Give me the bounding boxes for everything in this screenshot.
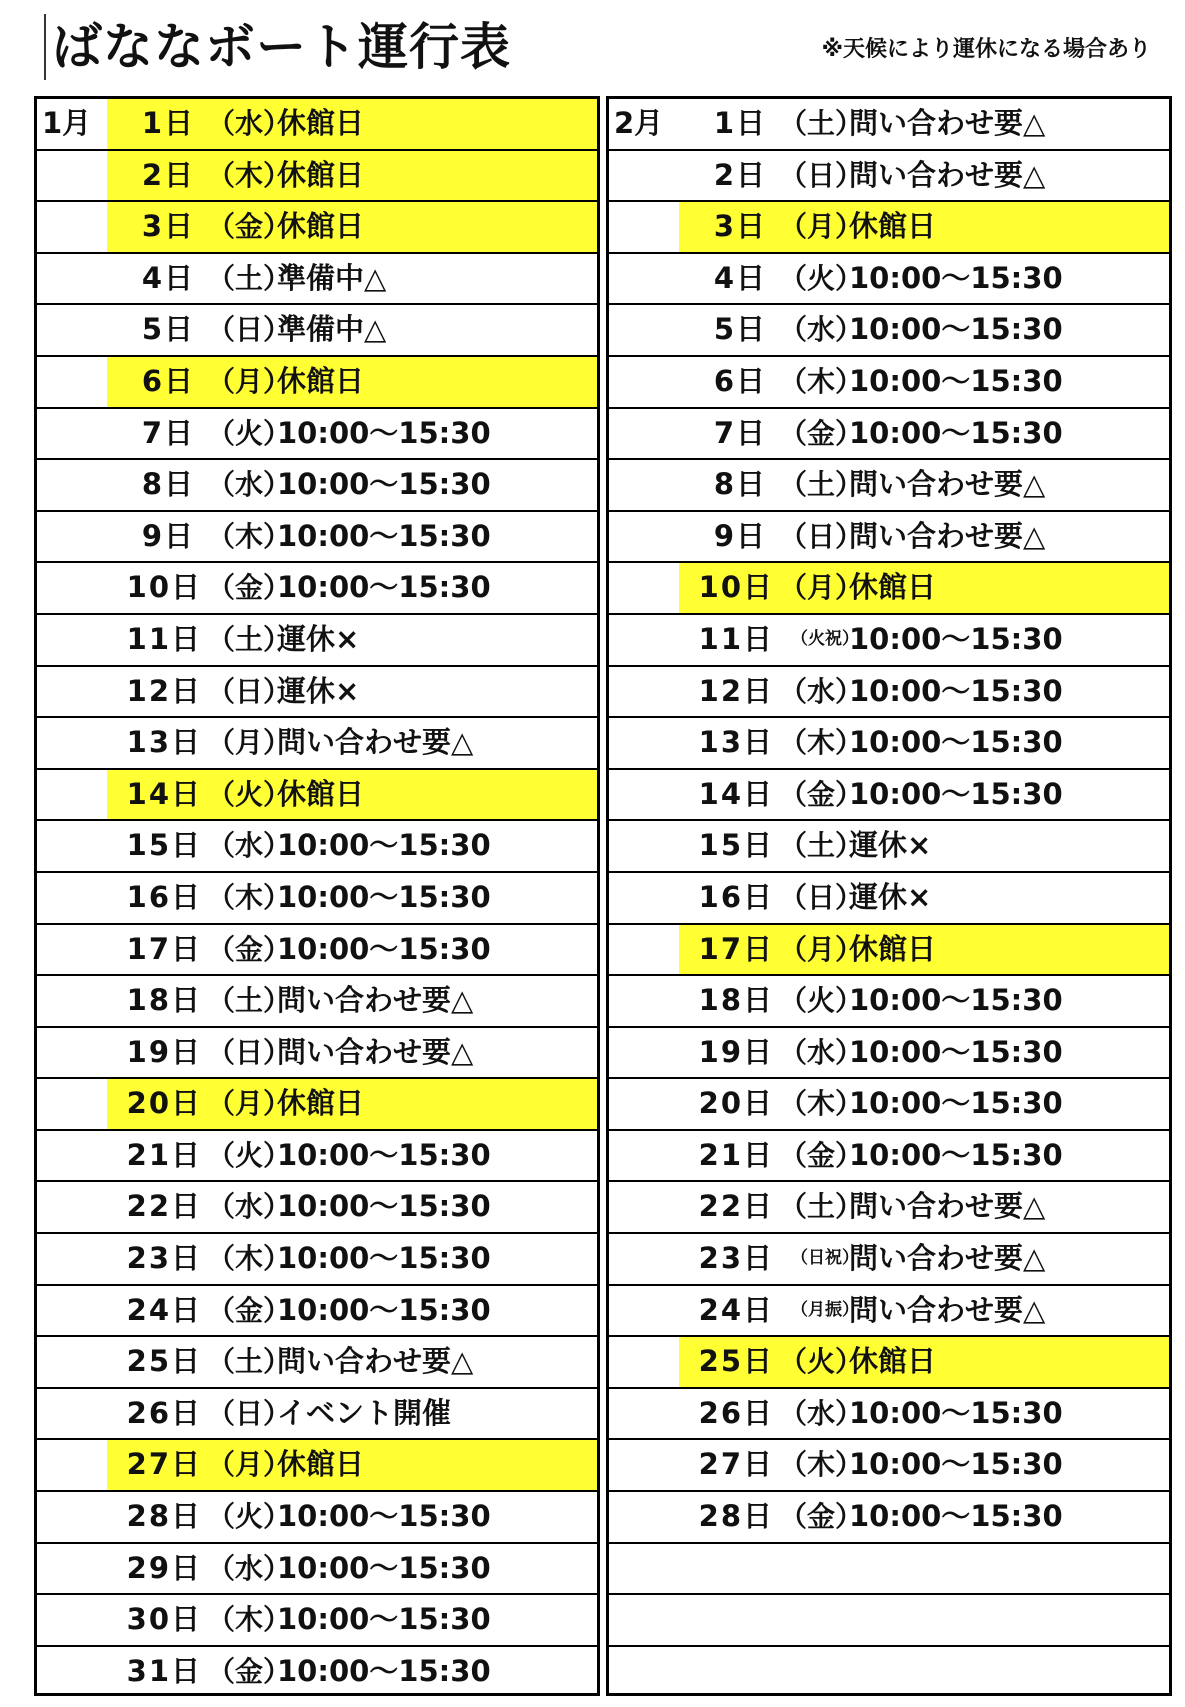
weekday-label: （火） (779, 1345, 864, 1379)
operation-status: 休館日 (849, 209, 937, 244)
weekday-label: （金） (779, 1500, 864, 1534)
weekday-label: （火） (207, 1500, 292, 1534)
day-number: 26日 (698, 1395, 774, 1430)
day-number: 2日 (713, 157, 767, 192)
day-number: 16日 (126, 879, 202, 914)
operation-status: 問い合わせ要△ (277, 1344, 474, 1379)
schedule-row (609, 873, 1169, 925)
day-number: 13日 (698, 725, 774, 760)
operation-status: 休館日 (849, 1344, 937, 1379)
schedule-row (37, 1337, 597, 1389)
day-number: 17日 (698, 931, 774, 966)
operation-status: 10:00～15:30 (277, 828, 491, 863)
weekday-label: （木） (207, 519, 292, 553)
month-column-february (606, 96, 1172, 1696)
day-number: 16日 (698, 879, 774, 914)
day-number: 19日 (698, 1034, 774, 1069)
schedule-row (609, 1028, 1169, 1080)
day-number: 4日 (141, 260, 195, 295)
schedule-row (609, 409, 1169, 461)
operation-status: 10:00～15:30 (849, 983, 1063, 1018)
operation-status: 休館日 (277, 1086, 365, 1121)
operation-status: イベント開催 (277, 1395, 452, 1430)
operation-status: 10:00～15:30 (849, 260, 1063, 295)
day-number: 20日 (698, 1086, 774, 1121)
schedule-row (37, 1389, 597, 1441)
weekday-label: （木） (779, 726, 864, 760)
operation-status: 10:00～15:30 (277, 1241, 491, 1276)
day-number: 14日 (698, 776, 774, 811)
schedule-row (609, 1595, 1169, 1647)
operation-status: 10:00～15:30 (277, 1137, 491, 1172)
day-number: 7日 (713, 415, 767, 450)
schedule-row (609, 667, 1169, 719)
operation-status: 休館日 (849, 570, 937, 605)
weekday-label: （水） (207, 829, 292, 863)
operation-status: 10:00～15:30 (277, 570, 491, 605)
schedule-table (34, 96, 1172, 1696)
day-number: 22日 (698, 1189, 774, 1224)
weekday-label: （金） (207, 1654, 292, 1688)
weekday-label: （金） (207, 210, 292, 244)
schedule-row (609, 718, 1169, 770)
page-title: ばななボート運行表 (44, 14, 511, 80)
day-number: 25日 (126, 1344, 202, 1379)
weekday-label: （金） (207, 932, 292, 966)
day-number: 17日 (126, 931, 202, 966)
schedule-row (37, 409, 597, 461)
weekday-label: （土） (779, 1190, 864, 1224)
operation-status: 問い合わせ要△ (277, 725, 474, 760)
schedule-row (37, 1647, 597, 1699)
schedule-row (609, 770, 1169, 822)
day-number: 3日 (141, 209, 195, 244)
schedule-row (37, 1440, 597, 1492)
schedule-row (37, 1131, 597, 1183)
operation-status: 10:00～15:30 (277, 518, 491, 553)
weekday-label: （金） (207, 1293, 292, 1327)
day-number: 11日 (698, 621, 774, 656)
day-number: 7日 (141, 415, 195, 450)
day-number: 29日 (126, 1550, 202, 1585)
weekday-label: （水） (779, 313, 864, 347)
day-number: 3日 (713, 209, 767, 244)
schedule-row (37, 770, 597, 822)
weekday-label: （水） (779, 1035, 864, 1069)
day-number: 21日 (698, 1137, 774, 1172)
weekday-label: （日） (207, 313, 292, 347)
weekday-label: （金） (779, 777, 864, 811)
weekday-label: （木） (779, 1087, 864, 1121)
schedule-row (37, 1182, 597, 1234)
weekday-label: （月振） (791, 1299, 859, 1320)
day-number: 31日 (126, 1653, 202, 1688)
schedule-row (37, 254, 597, 306)
operation-status: 準備中△ (277, 312, 387, 347)
weekday-label: （木） (207, 158, 292, 192)
operation-status: 問い合わせ要△ (849, 1241, 1046, 1276)
operation-status: 10:00～15:30 (849, 312, 1063, 347)
operation-status: 10:00～15:30 (849, 363, 1063, 398)
operation-status: 運休× (849, 879, 932, 914)
day-number: 10日 (698, 570, 774, 605)
weekday-label: （土） (779, 468, 864, 502)
operation-status: 運休× (277, 673, 360, 708)
schedule-row (609, 821, 1169, 873)
operation-status: 10:00～15:30 (277, 931, 491, 966)
operation-status: 問い合わせ要△ (849, 1189, 1046, 1224)
schedule-row (609, 99, 1169, 151)
schedule-row (37, 1234, 597, 1286)
weekday-label: （木） (207, 1242, 292, 1276)
operation-status: 10:00～15:30 (277, 1550, 491, 1585)
operation-status: 問い合わせ要△ (277, 983, 474, 1018)
month-label: 2月 (614, 106, 664, 140)
schedule-row (37, 202, 597, 254)
day-number: 24日 (698, 1292, 774, 1327)
schedule-row (609, 254, 1169, 306)
operation-status: 問い合わせ要△ (849, 518, 1046, 553)
schedule-row (609, 1131, 1169, 1183)
operation-status: 10:00～15:30 (849, 1086, 1063, 1121)
day-number: 20日 (126, 1086, 202, 1121)
day-number: 11日 (126, 621, 202, 656)
weekday-label: （火祝） (791, 628, 859, 649)
day-number: 9日 (141, 518, 195, 553)
operation-status: 10:00～15:30 (277, 1499, 491, 1534)
weekday-label: （月） (207, 364, 292, 398)
weekday-label: （水） (779, 1396, 864, 1430)
schedule-row (609, 1389, 1169, 1441)
day-number: 9日 (713, 518, 767, 553)
day-number: 28日 (126, 1499, 202, 1534)
day-number: 10日 (126, 570, 202, 605)
operation-status: 10:00～15:30 (849, 1447, 1063, 1482)
day-number: 8日 (141, 467, 195, 502)
day-number: 30日 (126, 1602, 202, 1637)
weekday-label: （日） (779, 158, 864, 192)
weekday-label: （月） (779, 571, 864, 605)
weekday-label: （日） (779, 519, 864, 553)
schedule-row (37, 821, 597, 873)
weekday-label: （金） (779, 416, 864, 450)
schedule-row (609, 305, 1169, 357)
day-number: 26日 (126, 1395, 202, 1430)
day-number: 6日 (713, 363, 767, 398)
operation-status: 問い合わせ要△ (849, 157, 1046, 192)
schedule-row (37, 305, 597, 357)
schedule-row (609, 925, 1169, 977)
schedule-row (37, 925, 597, 977)
weekday-label: （日） (779, 880, 864, 914)
weekday-label: （土） (207, 261, 292, 295)
operation-status: 10:00～15:30 (277, 415, 491, 450)
operation-status: 10:00～15:30 (849, 415, 1063, 450)
operation-status: 10:00～15:30 (849, 621, 1063, 656)
schedule-row (37, 615, 597, 667)
schedule-row (609, 1234, 1169, 1286)
day-number: 23日 (698, 1241, 774, 1276)
day-number: 2日 (141, 157, 195, 192)
schedule-row (609, 1492, 1169, 1544)
schedule-row (37, 873, 597, 925)
day-number: 1日 (713, 106, 767, 140)
weekday-label: （火） (207, 416, 292, 450)
weekday-label: （水） (207, 107, 292, 140)
month-label: 1月 (42, 106, 92, 140)
operation-status: 10:00～15:30 (849, 673, 1063, 708)
schedule-row (37, 718, 597, 770)
weekday-label: （火） (779, 261, 864, 295)
weekday-label: （土） (207, 984, 292, 1018)
operation-status: 休館日 (277, 1447, 365, 1482)
operation-status: 運休× (277, 621, 360, 656)
day-number: 18日 (126, 983, 202, 1018)
weekday-label: （水） (779, 674, 864, 708)
weekday-label: （水） (207, 1190, 292, 1224)
weekday-label: （金） (779, 1138, 864, 1172)
operation-status: 問い合わせ要△ (849, 106, 1046, 140)
day-number: 27日 (126, 1447, 202, 1482)
schedule-row (609, 1286, 1169, 1338)
operation-status: 10:00～15:30 (277, 1653, 491, 1688)
operation-status: 10:00～15:30 (849, 1499, 1063, 1534)
day-number: 19日 (126, 1034, 202, 1069)
weather-note: ※天候により運休になる場合あり (821, 37, 1151, 62)
operation-status: 10:00～15:30 (277, 879, 491, 914)
schedule-row (609, 460, 1169, 512)
schedule-row (37, 1079, 597, 1131)
schedule-row (609, 615, 1169, 667)
schedule-row (609, 202, 1169, 254)
weekday-label: （月） (207, 726, 292, 760)
day-number: 6日 (141, 363, 195, 398)
schedule-row (37, 357, 597, 409)
day-number: 5日 (141, 312, 195, 347)
operation-status: 休館日 (277, 209, 365, 244)
weekday-label: （土） (207, 622, 292, 656)
schedule-row (609, 1440, 1169, 1492)
operation-status: 10:00～15:30 (849, 776, 1063, 811)
weekday-label: （月） (779, 932, 864, 966)
operation-status: 準備中△ (277, 260, 387, 295)
operation-status: 休館日 (849, 931, 937, 966)
weekday-label: （水） (207, 1551, 292, 1585)
schedule-row (37, 99, 597, 151)
weekday-label: （月） (207, 1087, 292, 1121)
weekday-label: （日） (207, 674, 292, 708)
schedule-row (37, 1286, 597, 1338)
day-number: 13日 (126, 725, 202, 760)
schedule-row (609, 976, 1169, 1028)
operation-status: 休館日 (277, 776, 365, 811)
weekday-label: （火） (207, 777, 292, 811)
day-number: 12日 (126, 673, 202, 708)
day-number: 8日 (713, 467, 767, 502)
weekday-label: （日） (207, 1035, 292, 1069)
operation-status: 問い合わせ要△ (849, 1292, 1046, 1327)
page-header (0, 0, 1185, 96)
weekday-label: （木） (779, 1448, 864, 1482)
weekday-label: （水） (207, 468, 292, 502)
weekday-label: （土） (779, 829, 864, 863)
operation-status: 問い合わせ要△ (277, 1034, 474, 1069)
weekday-label: （火） (779, 984, 864, 1018)
schedule-row (609, 1647, 1169, 1699)
day-number: 28日 (698, 1499, 774, 1534)
weekday-label: （木） (207, 1603, 292, 1637)
schedule-row (609, 1337, 1169, 1389)
schedule-row (37, 1595, 597, 1647)
operation-status: 問い合わせ要△ (849, 467, 1046, 502)
day-number: 25日 (698, 1344, 774, 1379)
day-number: 23日 (126, 1241, 202, 1276)
weekday-label: （木） (207, 880, 292, 914)
schedule-row (609, 151, 1169, 203)
day-number: 15日 (126, 828, 202, 863)
day-number: 18日 (698, 983, 774, 1018)
day-number: 12日 (698, 673, 774, 708)
schedule-row (37, 667, 597, 719)
operation-status: 休館日 (277, 106, 365, 140)
day-number: 21日 (126, 1137, 202, 1172)
day-number: 4日 (713, 260, 767, 295)
weekday-label: （月） (207, 1448, 292, 1482)
operation-status: 10:00～15:30 (277, 1602, 491, 1637)
schedule-row (609, 357, 1169, 409)
day-number: 1日 (141, 106, 195, 140)
operation-status: 10:00～15:30 (849, 725, 1063, 760)
operation-status: 10:00～15:30 (849, 1395, 1063, 1430)
schedule-row (37, 151, 597, 203)
weekday-label: （火） (207, 1138, 292, 1172)
weekday-label: （金） (207, 571, 292, 605)
day-number: 5日 (713, 312, 767, 347)
schedule-row (609, 1544, 1169, 1596)
day-number: 27日 (698, 1447, 774, 1482)
operation-status: 休館日 (277, 363, 365, 398)
operation-status: 10:00～15:30 (277, 467, 491, 502)
operation-status: 休館日 (277, 157, 365, 192)
schedule-row (37, 563, 597, 615)
operation-status: 10:00～15:30 (277, 1189, 491, 1224)
day-number: 24日 (126, 1292, 202, 1327)
schedule-row (609, 512, 1169, 564)
day-number: 15日 (698, 828, 774, 863)
weekday-label: （土） (779, 107, 864, 140)
operation-status: 10:00～15:30 (849, 1034, 1063, 1069)
schedule-row (609, 1182, 1169, 1234)
day-number: 14日 (126, 776, 202, 811)
schedule-row (609, 563, 1169, 615)
weekday-label: （土） (207, 1345, 292, 1379)
schedule-row (609, 1079, 1169, 1131)
operation-status: 10:00～15:30 (849, 1137, 1063, 1172)
weekday-label: （日） (207, 1396, 292, 1430)
operation-status: 運休× (849, 828, 932, 863)
weekday-label: （日祝） (791, 1248, 859, 1269)
month-column-january (34, 96, 600, 1696)
operation-status: 10:00～15:30 (277, 1292, 491, 1327)
schedule-row (37, 1492, 597, 1544)
schedule-row (37, 1028, 597, 1080)
weekday-label: （木） (779, 364, 864, 398)
schedule-row (37, 512, 597, 564)
schedule-row (37, 976, 597, 1028)
day-number: 22日 (126, 1189, 202, 1224)
schedule-row (37, 460, 597, 512)
schedule-row (37, 1544, 597, 1596)
weekday-label: （月） (779, 210, 864, 244)
